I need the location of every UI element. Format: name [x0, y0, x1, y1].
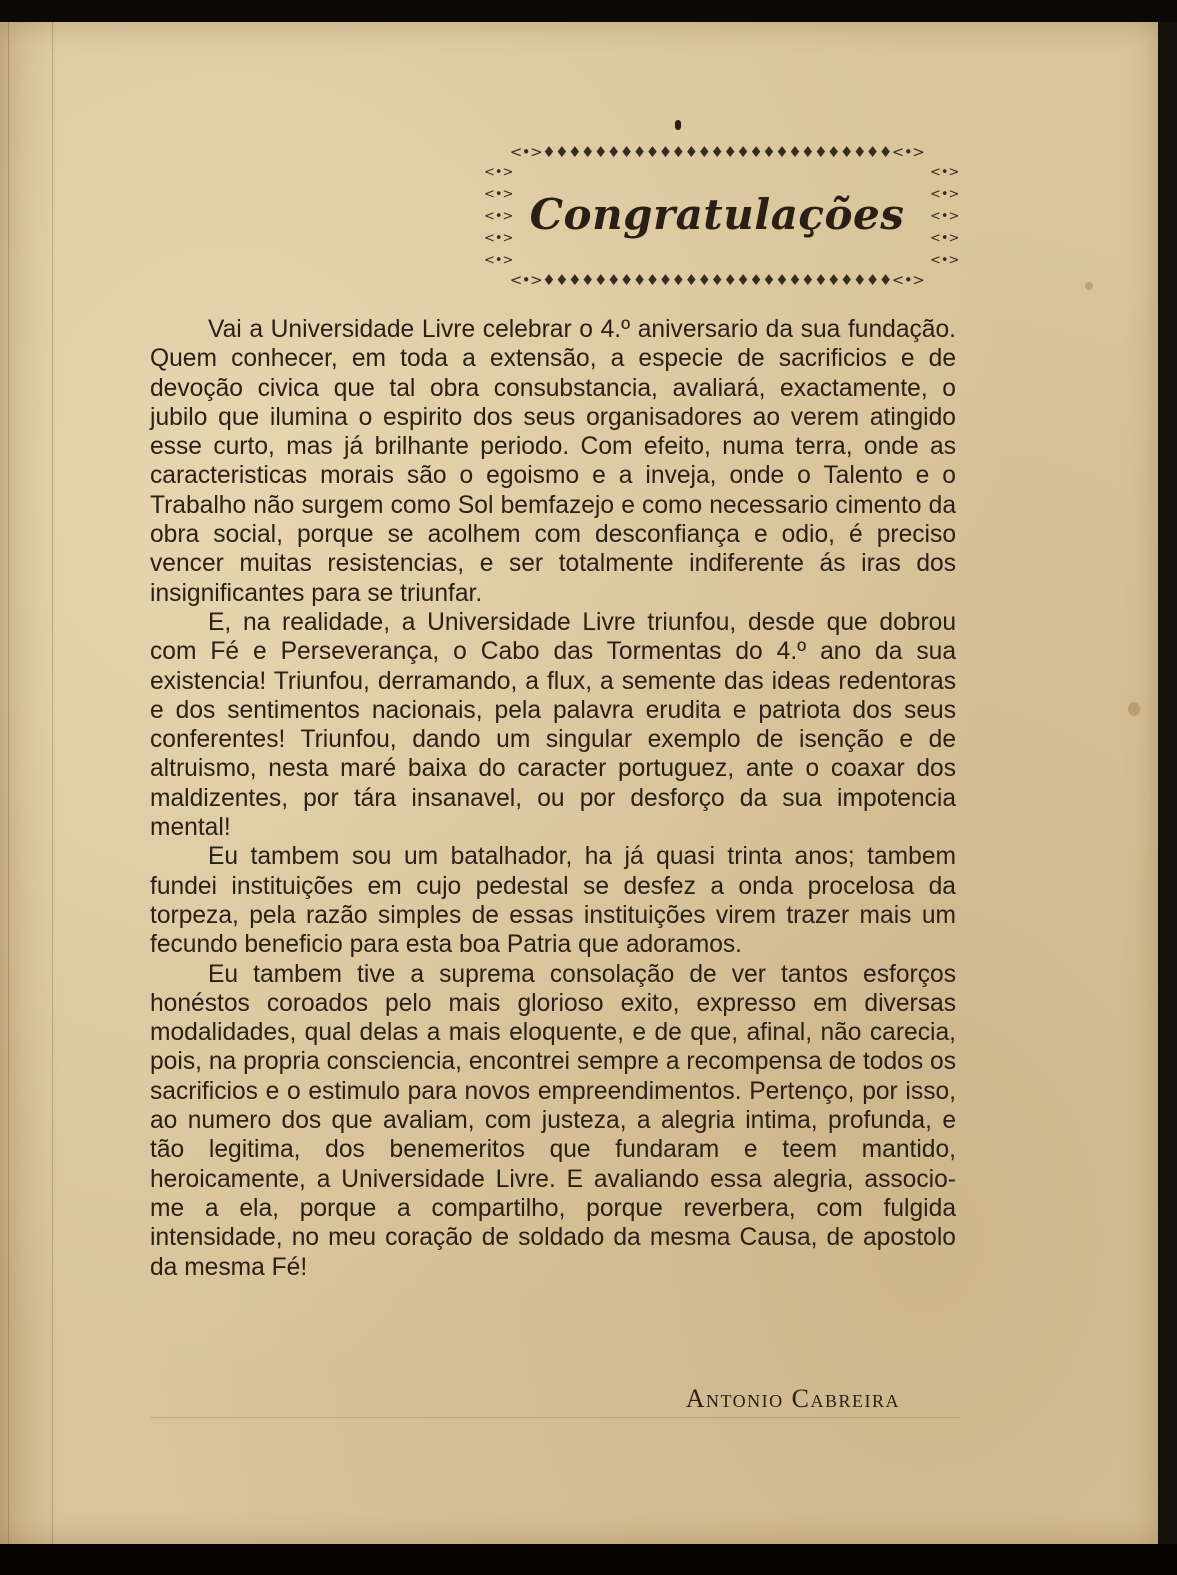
- page-title: Congratulações: [529, 190, 905, 239]
- paragraph: Eu tambem tive a suprema consolação de ver tantos esforços honéstos coroados pelo mais glorioso exito, expresso em diversas modalidades, qual delas a mais eloquente, e de que, afinal, não carecia, pois, na propria consciencia, encontrei sempre a recompensa de todos os sacrificios e o estimulo para novos empreendimentos. Pertenço, por isso, ao numero dos que avaliam, com justeza, a alegria intima, profunda, e tão legitima, dos benemeritos que fundaram e teem mantido, heroicamente, a Universidade Livre. E avaliando essa alegria, associo-me a ela, porque a compartilho, porque reverbera, com fulgida intensidade, no meu coração de soldado da mesma Causa, de apostolo da mesma Fé!: [150, 960, 956, 1281]
- author-signature: Antonio Cabreira: [685, 1384, 900, 1413]
- paper-stain: [1085, 282, 1093, 290]
- page-edge-line: [8, 22, 9, 1544]
- page-right-edge: [1158, 22, 1177, 1544]
- title-ornament-frame: [484, 120, 960, 290]
- article-body: [150, 315, 956, 1282]
- ornament-border-top: <•>♦♦♦♦♦♦♦♦♦♦♦♦♦♦♦♦♦♦♦♦♦♦♦♦♦♦♦<•>: [509, 143, 925, 161]
- ornament-border-right: <•> <•> <•> <•> <•>: [930, 165, 960, 268]
- binding-crease: [52, 22, 53, 1544]
- paragraph: Vai a Universidade Livre celebrar o 4.º aniversario da sua fundação. Quem conhecer, em toda a extensão, a especie de sacrificios e de devoção civica que tal obra consubstancia, avaliará, exactamente, o jubilo que ilumina o espirito dos seus organisadores ao verem atingido esse curto, mas já brilhante periodo. Com efeito, numa terra, onde as caracteristicas morais são o egoismo e a inveja, onde o Talento e o Trabalho não surgem como Sol bemfazejo e como necessario cimento da obra social, porque se acolhem com desconfiança e odio, é preciso vencer muitas resistencias, e ser totalmente indiferente ás iras dos insignificantes para se triunfar.: [150, 316, 956, 607]
- paragraph: E, na realidade, a Universidade Livre triunfou, desde que dobrou com Fé e Perseverança, o Cabo das Tormentas do 4.º ano da sua existencia! Triunfou, derramando, a flux, a semente das ideas redentoras e dos sentimentos nacionais, pela palavra erudita e patriota dos seus conferentes! Triunfou, dando um singular exemplo de isenção e de altruismo, nesta maré baixa do caracter portuguez, ante o coaxar dos maldizentes, por tára insanavel, ou por desforço da sua impotencia mental!: [150, 608, 956, 842]
- paper-stain: [1128, 702, 1140, 716]
- ornament-border-bottom: <•>♦♦♦♦♦♦♦♦♦♦♦♦♦♦♦♦♦♦♦♦♦♦♦♦♦♦♦<•>: [509, 271, 925, 289]
- ornament-border-left: <•> <•> <•> <•> <•>: [484, 165, 514, 268]
- footer-rule: [150, 1417, 960, 1418]
- page-bottom-edge: [0, 1544, 1177, 1575]
- paragraph: Eu tambem sou um batalhador, ha já quasi trinta anos; tambem fundei instituições em cujo pedestal se desfez a onda procelosa da torpeza, pela razão simples de essas instituições virem trazer mais um fecundo beneficio para esta boa Patria que adoramos.: [150, 843, 956, 959]
